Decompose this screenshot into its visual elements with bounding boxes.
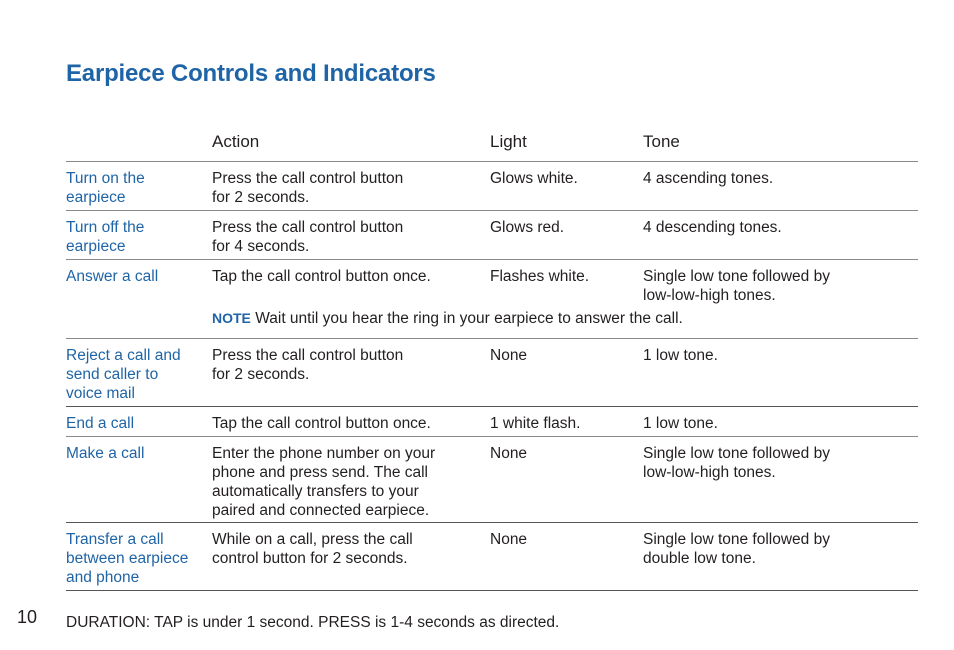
row-control: Reject a call and send caller to voice mail bbox=[66, 347, 181, 402]
row-control: Transfer a call between earpiece and phone bbox=[66, 531, 189, 586]
row-control: Turn off the earpiece bbox=[66, 219, 145, 255]
footnote-label: DURATION: bbox=[66, 614, 151, 631]
table-row bbox=[66, 437, 918, 523]
row-light: None bbox=[490, 347, 528, 364]
row-tone: Single low tone followed by double low tone. bbox=[643, 531, 830, 567]
row-tone: 1 low tone. bbox=[643, 347, 718, 364]
row-light: 1 white flash. bbox=[490, 415, 581, 432]
row-light: Glows red. bbox=[490, 219, 565, 236]
row-light: None bbox=[490, 531, 528, 548]
header-action: Action bbox=[212, 132, 260, 151]
table-row bbox=[66, 339, 918, 407]
row-control: End a call bbox=[66, 415, 135, 432]
note-text: NOTE Wait until you hear the ring in your earpiece to answer the call. bbox=[212, 310, 683, 327]
note-row bbox=[66, 309, 918, 339]
row-tone: 1 low tone. bbox=[643, 415, 718, 432]
duration-footnote bbox=[66, 614, 559, 632]
row-control: Turn on the earpiece bbox=[66, 170, 145, 206]
header-light: Light bbox=[490, 132, 527, 151]
row-action: Press the call control button for 2 seconds. bbox=[212, 170, 404, 206]
row-action: While on a call, press the call control button for 2 seconds. bbox=[212, 531, 413, 567]
row-light: None bbox=[490, 445, 528, 462]
header-blank bbox=[66, 132, 212, 161]
footnote-text: TAP is under 1 second. PRESS is 1-4 seconds as directed. bbox=[150, 614, 560, 631]
note-label: NOTE bbox=[212, 310, 251, 326]
row-tone: 4 ascending tones. bbox=[643, 170, 774, 187]
table-row bbox=[66, 523, 918, 591]
row-action: Tap the call control button once. bbox=[212, 415, 431, 432]
row-action: Tap the call control button once. bbox=[212, 268, 431, 285]
row-control: Answer a call bbox=[66, 268, 159, 285]
page-title: Earpiece Controls and Indicators bbox=[66, 60, 436, 87]
row-light: Glows white. bbox=[490, 170, 578, 187]
table-row bbox=[66, 162, 918, 211]
table-row bbox=[66, 211, 918, 260]
row-action: Enter the phone number on your phone and press send. The call automatically transfers to your paired and connected earpiece. bbox=[212, 445, 436, 519]
row-tone: Single low tone followed by low-low-high tones. bbox=[643, 268, 830, 304]
row-tone: 4 descending tones. bbox=[643, 219, 782, 236]
row-action: Press the call control button for 2 seconds. bbox=[212, 347, 404, 383]
row-action: Press the call control button for 4 seconds. bbox=[212, 219, 404, 255]
table-header bbox=[66, 129, 918, 162]
table-row bbox=[66, 407, 918, 437]
row-light: Flashes white. bbox=[490, 268, 590, 285]
row-tone: Single low tone followed by low-low-high tones. bbox=[643, 445, 830, 481]
row-control: Make a call bbox=[66, 445, 145, 462]
page-number: 10 bbox=[17, 607, 38, 627]
controls-table bbox=[66, 129, 918, 591]
header-tone: Tone bbox=[643, 132, 680, 151]
table-row bbox=[66, 260, 918, 309]
